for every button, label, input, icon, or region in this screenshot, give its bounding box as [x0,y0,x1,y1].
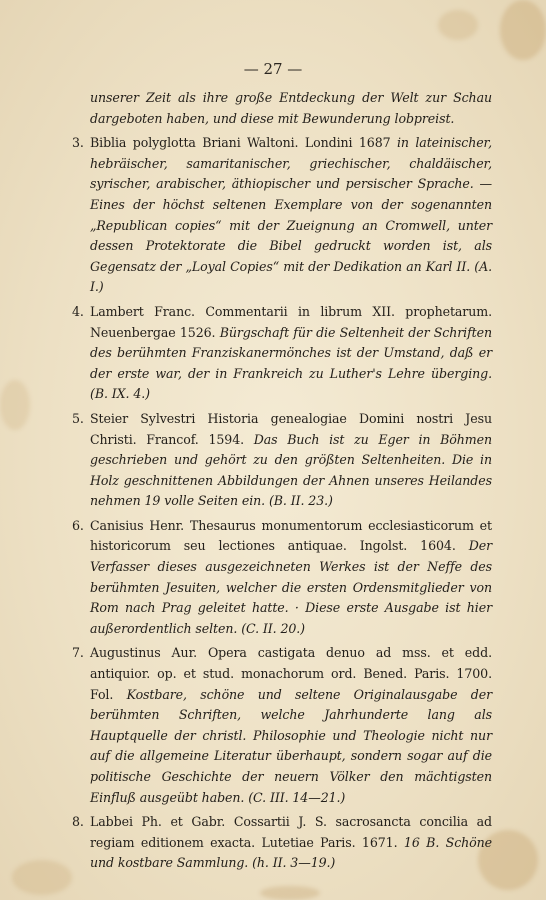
entry-latin-title: Lambert Franc. Commentarii in librum XII. prophetarum. Neuenbergae 1526. [90,303,492,340]
entry-german-description: Bürgschaft für die Seltenheit der Schriften des berühmten Franziskanermönches ist der Umstand, daß er der erste war, der in Frankreich zu Luther's Lehre überging. (B. IX. 4.) [90,324,492,402]
continued-paragraph: unserer Zeit als ihre große Entdeckung der Welt zur Schau dargeboten haben, und diese mit Bewunderung lobpreist. [90,90,492,126]
entry-number: 8. [72,814,84,830]
entry-number: 4. [72,303,84,319]
entry-number: 7. [72,645,84,661]
foxing-stain [438,10,478,40]
entry-german-description: Das Buch ist zu Eger in Böhmen geschrieben und gehört zu den größten Seltenheiten. Die in Holz geschnittenen Abbildungen der Ahnen unseres Heilandes nehmen 19 volle Seiten ein. (B. II. 23.) [90,431,492,509]
entry-latin-title: Labbei Ph. et Gabr. Cossartii J. S. sacrosancta concilia ad regiam editionem exacta. Lutetiae Paris. 1671. [90,814,492,850]
entry-number: 6. [72,517,84,533]
page-body [72,88,492,878]
entry-latin-title: Steier Sylvestri Historia genealogiae Domini nostri Jesu Christi. Francof. 1594. [90,410,492,447]
catalog-entry-3 [72,133,492,298]
entry-latin-title: Biblia polyglotta Briani Waltoni. Londini 1687 [90,135,397,151]
catalog-entry-7 [72,643,492,808]
catalog-entry-8 [72,812,492,874]
entry-number: 5. [72,410,84,426]
foxing-stain [260,886,320,900]
page-number: — 27 — [243,60,303,78]
catalog-entry-4 [72,302,492,405]
foxing-stain [500,0,546,60]
foxing-stain [12,860,72,895]
catalog-entry-6 [72,516,492,640]
entry-german-description: in lateinischer, hebräischer, samaritanischer, griechischer, chaldäischer, syrischer, arabischer, äthiopischer und persischer Sprache. — Eines der höchst seltenen Exemplare von der sogenannten „Republican copies“ mit der Zueignung an Cromwell, unter dessen Protektorate die Bibel gedruckt worden ist, als Gegensatz der „Loyal Copies“ mit der Dedikation an Karl II. (A. I.) [90,135,492,295]
foxing-stain [0,380,30,430]
entry-latin-title: Augustinus Aur. Opera castigata denuo ad mss. et edd. antiquior. op. et stud. monachorum ord. Bened. Paris. 1700. Fol. [90,645,492,702]
entry-number: 3. [72,135,84,151]
entry-german-description: Der Verfasser dieses ausgezeichneten Werkes ist der Neffe des berühmten Jesuiten, welcher die ersten Ordensmitglieder von Rom nach Prag geleitet hatte. · Diese erste Ausgabe ist hier außerordentlich selten. (C. II. 20.) [90,538,492,636]
entry-german-description: 16 B. Schöne und kostbare Sammlung. (h. II. 3—19.) [90,834,492,871]
entry-latin-title: Canisius Henr. Thesaurus monumentorum ecclesiasticorum et historicorum seu lectiones antiquae. Ingolst. 1604. [90,517,492,554]
entry-german-description: Kostbare, schöne und seltene Originalausgabe der berühmten Schriften, welche Jahrhunderte lang als Hauptquelle der christl. Philosophie und Theologie nicht nur auf die allgemeine Literatur überhaupt, sondern sogar auf die politische Geschichte der neuern Völker den mächtigsten Einfluß ausgeübt haben. (C. III. 14—21.) [90,686,493,805]
catalog-entry-5 [72,409,492,512]
